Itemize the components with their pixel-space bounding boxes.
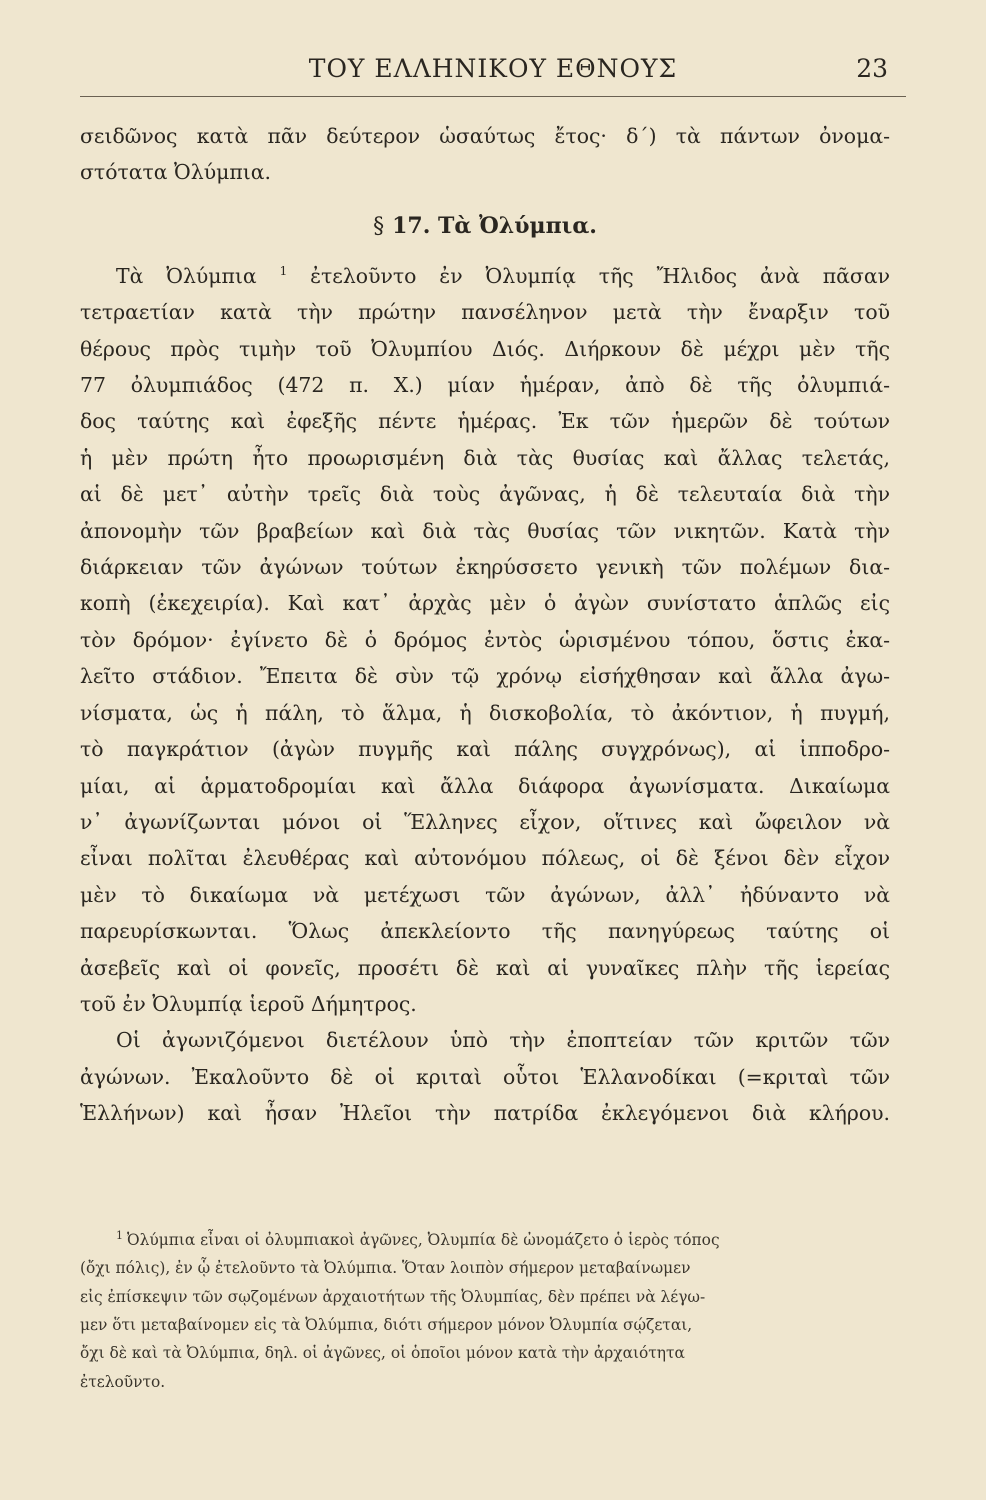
footnote-number: 1 (116, 1229, 123, 1242)
footnote-line: μεν ὅτι μεταβαίνομεν εἰς τὰ Ὀλύμπια, διότι σήμερον μόνον Ὀλυμπία σῴζεται, (80, 1316, 693, 1335)
footnote-text: Ὀλύμπια εἶναι οἱ ὀλυμπιακοὶ ἀγῶνες, Ὀλυμπία δὲ ὠνομάζετο ὁ ἱερὸς τόπος (127, 1231, 720, 1250)
footnotes (80, 1222, 880, 1396)
footnote-line: εἰς ἐπίσκεψιν τῶν σῳζομένων ἀρχαιοτήτων τῆς Ὀλυμπίας, δὲν πρέπει νὰ λέγω- (80, 1287, 706, 1306)
text-line: ἀπονομὴν τῶν βραβείων καὶ διὰ τὰς θυσίας τῶν νικητῶν. Κατὰ τὴν (80, 518, 890, 543)
text-line: τετραετίαν κατὰ τὴν πρώτην πανσέληνον μετὰ τὴν ἔναρξιν τοῦ (80, 300, 890, 325)
text-line: νίσματα, ὡς ἡ πάλη, τὸ ἅλμα, ἡ δισκοβολία, τὸ ἀκόντιον, ἡ πυγμή, (80, 700, 890, 725)
text-line: παρευρίσκωνται. Ὅλως ἀπεκλείοντο τῆς πανηγύρεως ταύτης οἱ (80, 919, 890, 944)
text-line: μὲν τὸ δικαίωμα νὰ μετέχωσι τῶν ἀγώνων, ἀλλ᾽ ἠδύναντο νὰ (80, 882, 890, 907)
section-heading (80, 211, 890, 242)
text-line: διάρκειαν τῶν ἀγώνων τούτων ἐκηρύσσετο γενικὴ τῶν πολέμων δια- (80, 555, 890, 580)
text-line: ἡ μὲν πρώτη ἦτο προωρισμένη διὰ τὰς θυσίας καὶ ἄλλας τελετάς, (80, 445, 890, 470)
running-head (80, 54, 906, 94)
text-line: αἱ δὲ μετ᾽ αὐτὴν τρεῖς διὰ τοὺς ἀγῶνας, ἡ δὲ τελευταία διὰ τὴν (80, 482, 890, 507)
text-line: 77 ὀλυμπιάδος (472 π. Χ.) μίαν ἡμέραν, ἀπὸ δὲ τῆς ὀλυμπιά- (80, 373, 890, 398)
text-fragment: ἐτελοῦντο ἐν Ὀλυμπίᾳ τῆς Ἤλιδος ἀνὰ πᾶσαν (310, 263, 891, 288)
footnote-line: ὄχι δὲ καὶ τὰ Ὀλύμπια, δηλ. οἱ ἀγῶνες, οἱ ὁποῖοι μόνον κατὰ τὴν ἀρχαιότητα (80, 1344, 685, 1363)
text-fragment: Τὰ Ὀλύμπια (116, 263, 257, 288)
footnote-line: (ὄχι πόλις), ἐν ᾧ ἐτελοῦντο τὰ Ὀλύμπια. Ὅταν λοιπὸν σήμερον μεταβαίνωμεν (80, 1259, 691, 1278)
section-title: 17. Τὰ Ὀλύμπια. (392, 212, 597, 239)
main-text (80, 118, 890, 1132)
header-rule (80, 96, 906, 97)
text-line: τοῦ ἐν Ὀλυμπίᾳ ἱεροῦ Δήμητρος. (80, 991, 417, 1016)
text-line: στότατα Ὀλύμπια. (80, 160, 271, 185)
text-line: σειδῶνος κατὰ πᾶν δεύτερον ὡσαύτως ἔτος· δ΄) τὰ πάντων ὀνομα- (80, 124, 890, 148)
footnote-line: ἐτελοῦντο. (80, 1372, 166, 1391)
text-line: λεῖτο στάδιον. Ἔπειτα δὲ σὺν τῷ χρόνῳ εἰσήχθησαν καὶ ἄλλα ἀγω- (80, 664, 890, 689)
section-sign: § (373, 213, 385, 239)
running-title: ΤΟΥ ΕΛΛΗΝΙΚΟΥ ΕΘΝΟΥΣ (308, 54, 678, 83)
text-line: τὸν δρόμον· ἐγίνετο δὲ ὁ δρόμος ἐντὸς ὡρισμένου τόπου, ὅστις ἐκα- (80, 627, 890, 652)
text-line: τὸ παγκράτιον (ἀγὼν πυγμῆς καὶ πάλης συγχρόνως), αἱ ἱπποδρο- (80, 737, 890, 762)
text-line: θέρους πρὸς τιμὴν τοῦ Ὀλυμπίου Διός. Διήρκουν δὲ μέχρι μὲν τῆς (80, 336, 890, 361)
text-line: ἀσεβεῖς καὶ οἱ φονεῖς, προσέτι δὲ καὶ αἱ γυναῖκες πλὴν τῆς ἱερείας (80, 955, 890, 980)
text-line: κοπὴ (ἐκεχειρία). Καὶ κατ᾽ ἀρχὰς μὲν ὁ ἀγὼν συνίστατο ἁπλῶς εἰς (80, 591, 890, 616)
page-number: 23 (856, 54, 888, 83)
text-line: Ἑλλήνων) καὶ ἦσαν Ἠλεῖοι τὴν πατρίδα ἐκλεγόμενοι διὰ κλήρου. (80, 1101, 890, 1126)
footnote-reference: 1 (279, 264, 288, 279)
text-line: εἶναι πολῖται ἐλευθέρας καὶ αὐτονόμου πόλεως, οἱ δὲ ξένοι δὲν εἶχον (80, 846, 890, 871)
text-line (80, 258, 890, 294)
text-line: ἀγώνων. Ἐκαλοῦντο δὲ οἱ κριταὶ οὗτοι Ἑλλανοδίκαι (=κριταὶ τῶν (80, 1064, 890, 1089)
text-line: ν᾽ ἀγωνίζωνται μόνοι οἱ Ἕλληνες εἶχον, οἵτινες καὶ ὤφειλον νὰ (80, 809, 890, 834)
text-line: μίαι, αἱ ἁρματοδρομίαι καὶ ἄλλα διάφορα ἀγωνίσματα. Δικαίωμα (80, 773, 890, 798)
text-line: δος ταύτης καὶ ἐφεξῆς πέντε ἡμέρας. Ἐκ τῶν ἡμερῶν δὲ τούτων (80, 409, 890, 434)
text-line: Οἱ ἀγωνιζόμενοι διετέλουν ὑπὸ τὴν ἐποπτείαν τῶν κριτῶν τῶν (116, 1028, 890, 1053)
footnote-line (80, 1222, 880, 1254)
